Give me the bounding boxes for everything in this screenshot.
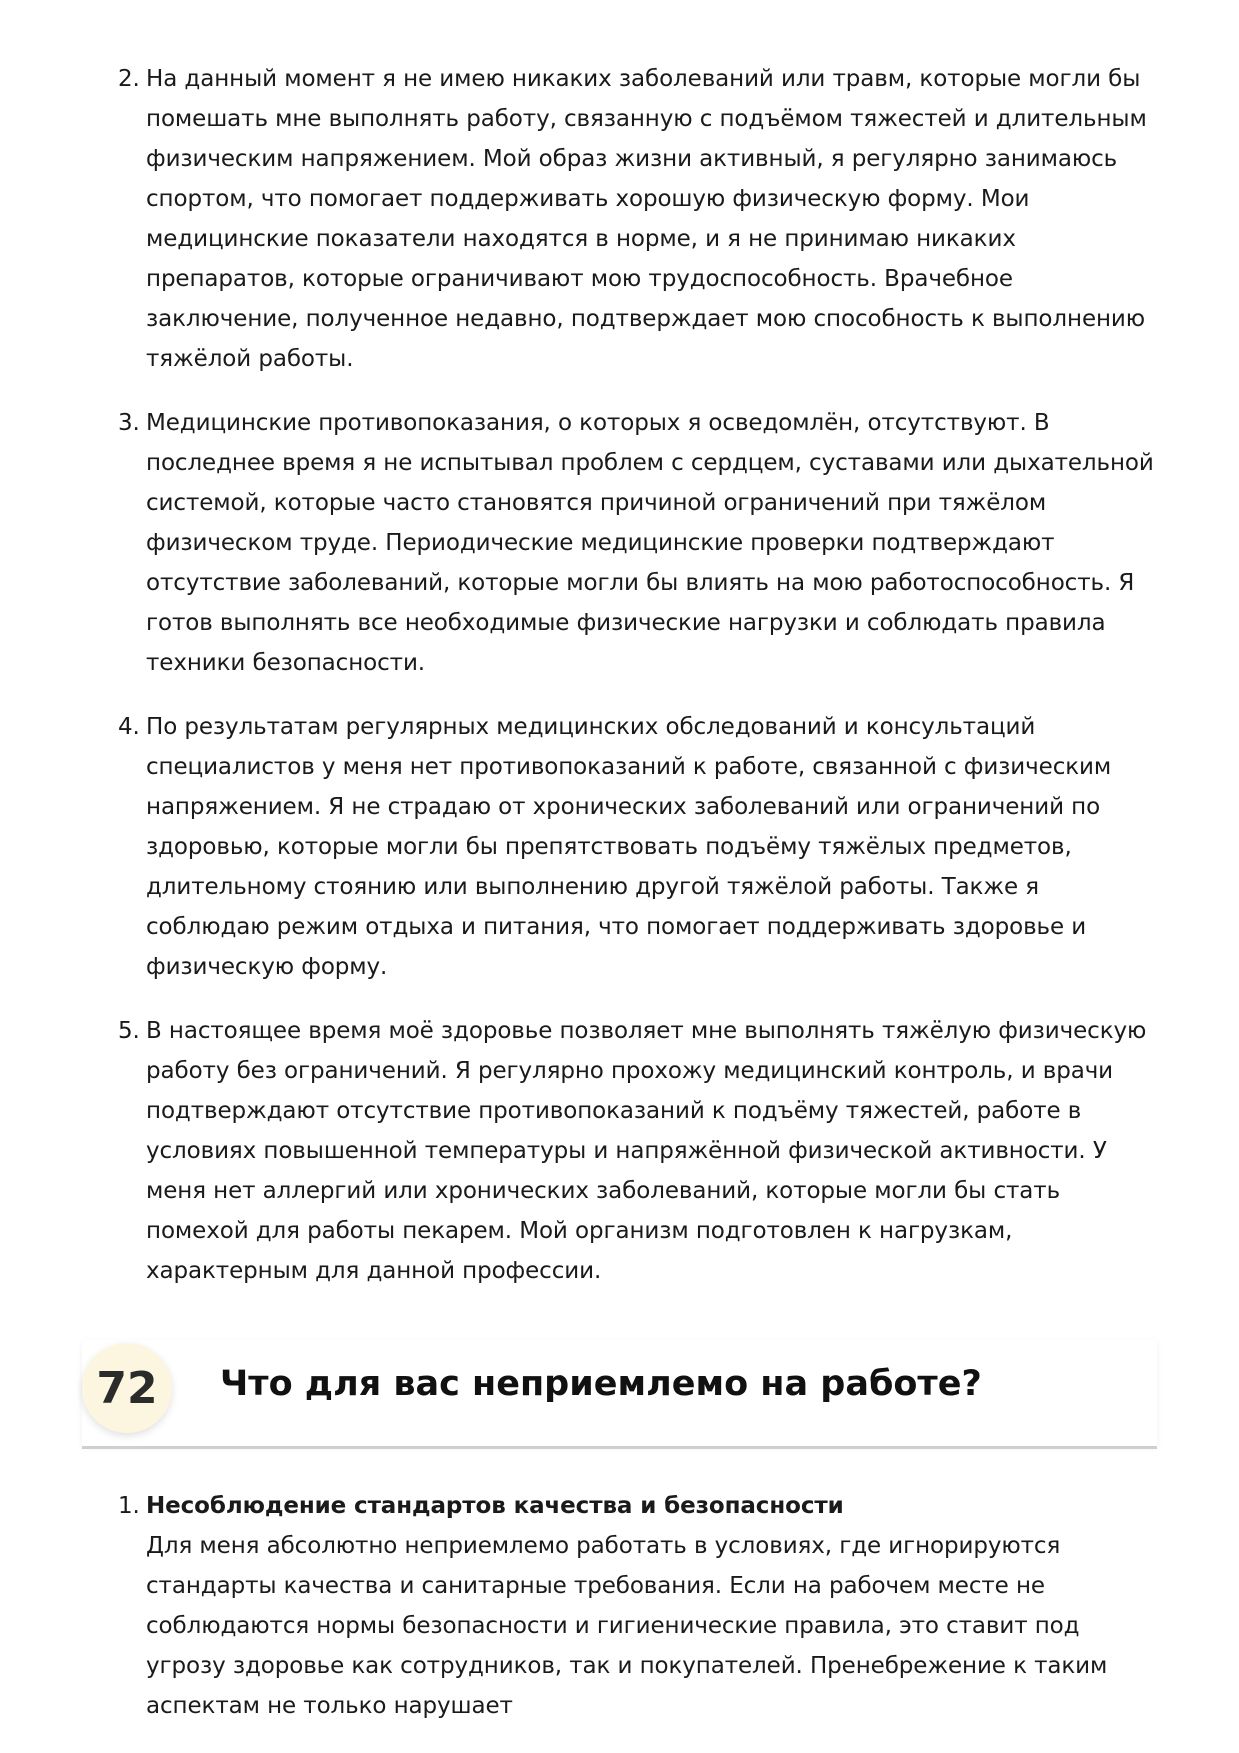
list-item-number: 3.	[118, 410, 140, 436]
list-item-text: В настоящее время моё здоровье позволяет мне выполнять тяжёлую физическую работу без ограничений. Я регулярно прохожу медицинский контроль, и врачи подтверждают отсутствие противопоказаний к подъёму тяжестей, работе в условиях повышенной температуры и напряжённой физической активности. У меня нет аллергий или хронических заболеваний, которые могли бы стать помехой для работы пекарем. Мой организм подготовлен к нагрузкам, характерным для данной профессии.	[146, 1018, 1147, 1284]
list-item-number: 2.	[118, 66, 140, 92]
question-title: Что для вас неприемлемо на работе?	[220, 1364, 982, 1404]
list-item-text: По результатам регулярных медицинских обследований и консультаций специалистов у меня нет противопоказаний к работе, связанной с физическим напряжением. Я не страдаю от хронических заболеваний или ограничений по здоровью, которые могли бы препятствовать подъёму тяжёлых предметов, длительному стоянию или выполнению другой тяжёлой работы. Также я соблюдаю режим отдыха и питания, что помогает поддерживать здоровье и физическую форму.	[146, 714, 1112, 980]
list-item-text: На данный момент я не имею никаких заболеваний или травм, которые могли бы помешать мне выполнять работу, связанную с подъёмом тяжестей и длительным физическим напряжением. Мой образ жизни активный, я регулярно занимаюсь спортом, что помогает поддерживать хорошую физическую форму. Мои медицинские показатели находятся в норме, и я не принимаю никаких препаратов, которые ограничивают мою трудоспособность. Врачебное заключение, полученное недавно, подтверждает мою способность к выполнению тяжёлой работы.	[146, 66, 1147, 372]
answer-list	[118, 59, 1158, 1315]
list-item-heading: Несоблюдение стандартов качества и безопасности	[146, 1493, 844, 1519]
list-item-text: Для меня абсолютно неприемлемо работать в условиях, где игнорируются стандарты качества и санитарные требования. Если на рабочем месте не соблюдаются нормы безопасности и гигиенические правила, это ставит под угрозу здоровье как сотрудников, так и покупателей. Пренебрежение к таким аспектам не только нарушает	[146, 1533, 1108, 1719]
list-item-number: 4.	[118, 714, 140, 740]
list-item-text: Медицинские противопоказания, о которых я осведомлён, отсутствуют. В последнее время я не испытывал проблем с сердцем, суставами или дыхательной системой, которые часто становятся причиной ограничений при тяжёлом физическом труде. Периодические медицинские проверки подтверждают отсутствие заболеваний, которые могли бы влиять на мою работоспособность. Я готов выполнять все необходимые физические нагрузки и соблюдать правила техники безопасности.	[146, 410, 1154, 676]
list-item	[118, 1486, 1158, 1726]
list-item	[118, 59, 1158, 379]
list-item-number: 5.	[118, 1018, 140, 1044]
question-header	[82, 1340, 1157, 1450]
list-item	[118, 1011, 1158, 1291]
question-number-badge: 72	[82, 1343, 172, 1433]
answer-list-bottom	[118, 1486, 1158, 1750]
list-item	[118, 707, 1158, 987]
list-item-number: 1.	[118, 1493, 140, 1519]
list-item	[118, 403, 1158, 683]
question-header-divider	[82, 1446, 1157, 1449]
